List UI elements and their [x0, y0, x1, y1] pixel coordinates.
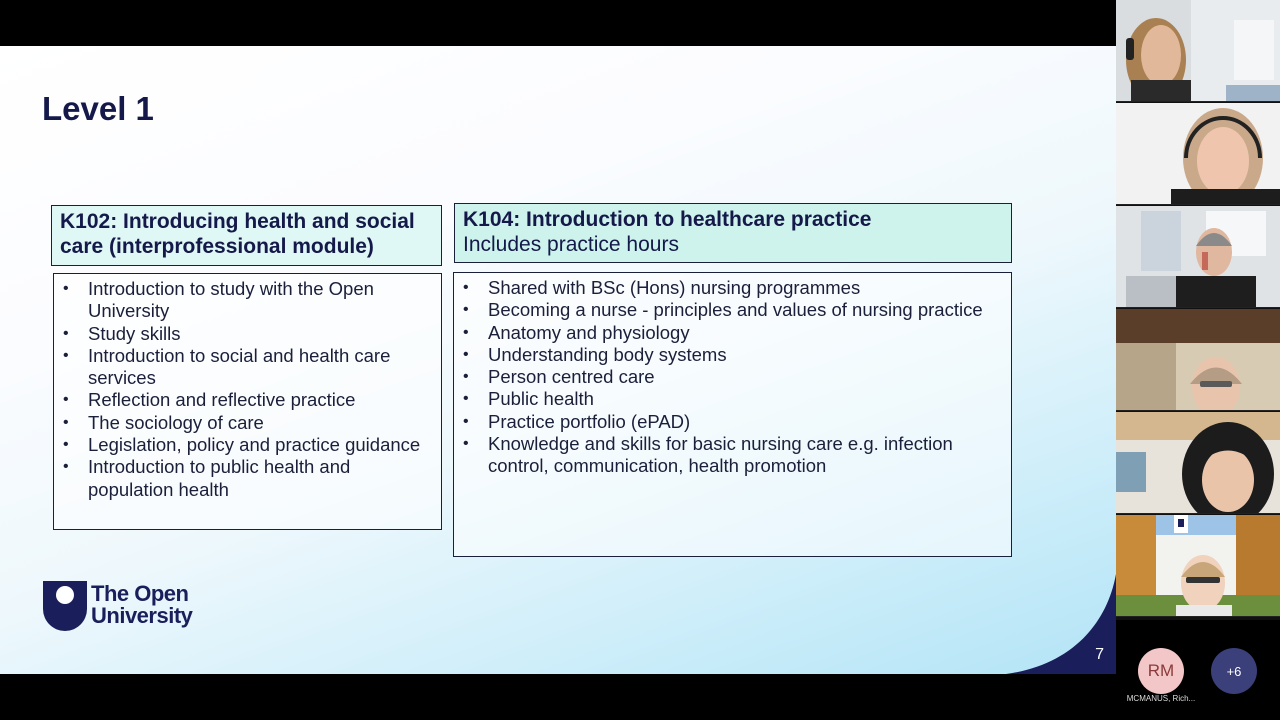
participant-video-tile[interactable]: [1116, 206, 1280, 308]
participant-video-tile[interactable]: [1116, 103, 1280, 205]
list-item: • Introduction to public health and population health: [62, 456, 433, 501]
open-university-logo: [43, 581, 213, 633]
list-item: • Introduction to study with the Open University: [62, 278, 433, 323]
list-item: • Legislation, policy and practice guidance: [62, 434, 433, 456]
list-item: • Anatomy and physiology: [462, 322, 1003, 344]
k104-topic-list: [453, 272, 1012, 557]
list-item: • Introduction to social and health care services: [62, 345, 433, 390]
k104-header-text: K104: Introduction to healthcare practice: [463, 208, 872, 231]
k102-header-text: K102: Introducing health and social care (interprofessional module): [60, 210, 415, 258]
list-item: • Study skills: [62, 323, 433, 345]
logo-wordmark: [91, 583, 192, 627]
list-item: • Becoming a nurse - principles and values of nursing practice: [462, 299, 1003, 321]
k102-module-header: [51, 205, 442, 266]
slide-number: 7: [1095, 646, 1104, 663]
k104-module-header: [454, 203, 1012, 263]
list-item: • Understanding body systems: [462, 344, 1003, 366]
participant-video-tile[interactable]: [1116, 515, 1280, 617]
logo-line-2: University: [91, 603, 193, 628]
more-participants-button[interactable]: [1211, 648, 1257, 694]
open-university-emblem-icon: [43, 581, 87, 631]
logo-line-1: The Open: [91, 581, 189, 606]
list-item: • Public health: [462, 388, 1003, 410]
participant-name-label: MCMANUS, Rich...: [1126, 694, 1196, 703]
list-item: • The sociology of care: [62, 412, 433, 434]
participant-avatar[interactable]: [1138, 648, 1184, 694]
list-item: • Practice portfolio (ePAD): [462, 411, 1003, 433]
participant-video-tile[interactable]: [1116, 0, 1280, 102]
list-item: • Person centred care: [462, 366, 1003, 388]
participant-video-strip[interactable]: [1116, 0, 1280, 620]
slide-title: Level 1: [42, 90, 154, 127]
avatar-initials: RM: [1147, 661, 1175, 680]
participant-video-tile[interactable]: [1116, 412, 1280, 514]
k102-topic-list: [53, 273, 442, 530]
participant-video-tile[interactable]: [1116, 309, 1280, 411]
k104-subheader-text: Includes practice hours: [463, 233, 679, 256]
list-item: • Knowledge and skills for basic nursing care e.g. infection control, communication, health promotion: [462, 433, 1003, 478]
list-item: • Shared with BSc (Hons) nursing programmes: [462, 277, 1003, 299]
more-participants-count: +6: [1226, 663, 1242, 679]
list-item: • Reflection and reflective practice: [62, 389, 433, 411]
presentation-slide: [0, 46, 1116, 674]
